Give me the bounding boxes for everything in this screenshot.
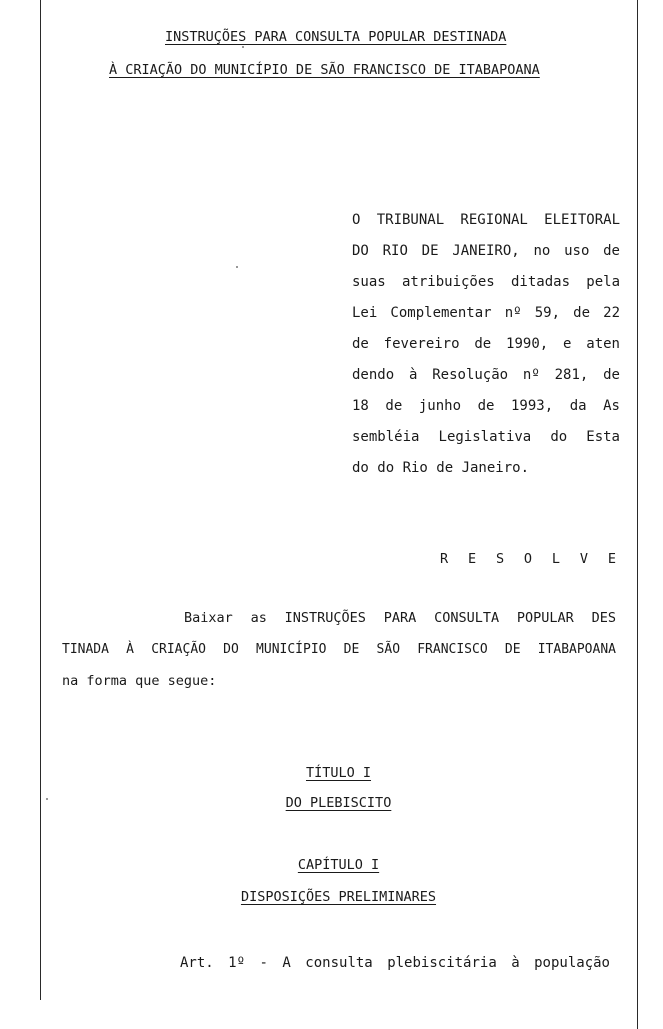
title-label: TÍTULO I xyxy=(305,765,372,781)
page-left-rule xyxy=(40,0,41,1000)
scan-speck xyxy=(242,46,244,48)
preamble-line: dendo à Resolução nº 281, de xyxy=(352,367,620,383)
decree-line: TINADA À CRIAÇÃO DO MUNICÍPIO DE SÃO FRANCISCO DE ITABAPOANA xyxy=(62,642,616,657)
chapter-name: DISPOSIÇÕES PRELIMINARES xyxy=(240,889,437,905)
preamble-line: sembléia Legislativa do Esta xyxy=(352,429,620,445)
resolve-heading: R E S O L V E xyxy=(440,551,618,567)
decree-line: Baixar as INSTRUÇÕES PARA CONSULTA POPULAR DES xyxy=(184,610,616,626)
header-title-line-1: INSTRUÇÕES PARA CONSULTA POPULAR DESTINADA xyxy=(165,29,507,45)
chapter-label: CAPÍTULO I xyxy=(297,857,380,873)
preamble-line: DO RIO DE JANEIRO, no uso de xyxy=(352,243,620,259)
article-1-first-line: Art. 1º - A consulta plebiscitária à população xyxy=(180,955,610,971)
preamble-line: suas atribuições ditadas pela xyxy=(352,274,620,290)
scan-speck xyxy=(236,266,238,268)
decree-line: na forma que segue: xyxy=(62,673,217,689)
scan-speck xyxy=(46,798,48,800)
preamble-line: 18 de junho de 1993, da As xyxy=(352,398,620,414)
preamble-line: do do Rio de Janeiro. xyxy=(352,460,530,476)
preamble-line: O TRIBUNAL REGIONAL ELEITORAL xyxy=(352,212,620,228)
preamble-line: de fevereiro de 1990, e aten xyxy=(352,336,620,352)
page-right-rule xyxy=(637,0,638,1029)
header-title-line-2: À CRIAÇÃO DO MUNICÍPIO DE SÃO FRANCISCO DE ITABAPOANA xyxy=(109,62,540,78)
preamble-line: Lei Complementar nº 59, de 22 xyxy=(352,305,620,321)
title-name: DO PLEBISCITO xyxy=(285,795,392,811)
